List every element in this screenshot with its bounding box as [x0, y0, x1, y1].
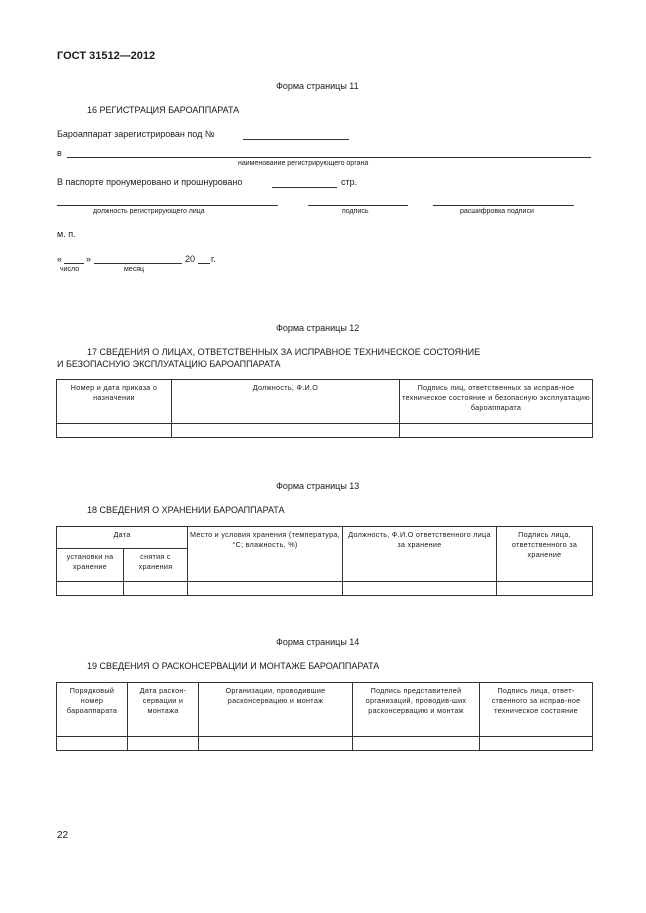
table-cell[interactable] [57, 582, 124, 596]
table-cell[interactable] [172, 424, 400, 438]
page-number: 22 [57, 830, 69, 841]
pages-suffix: стр. [341, 177, 358, 187]
organ-caption: наименование регистрирующего органа [238, 160, 369, 167]
table-cell[interactable] [124, 582, 188, 596]
table-cell[interactable] [343, 582, 497, 596]
header-responsible-signature: Подпись лиц, ответственных за исправ-ное техническое состояние и безопасную эксплуатацию бароаппарата [400, 380, 593, 424]
passport-text: В паспорте пронумеровано и прошнуровано [57, 177, 243, 187]
table-row [57, 582, 593, 596]
storage-table [56, 526, 593, 596]
caption-day: число [60, 266, 80, 273]
header-deconservation-date: Дата раскон-сервации и монтажа [128, 683, 199, 737]
table-cell[interactable] [188, 582, 343, 596]
in-prefix: в [57, 148, 62, 158]
header-organizations: Организации, проводившие расконсервацию и монтаж [199, 683, 353, 737]
table-row [57, 424, 593, 438]
table-row [57, 737, 593, 751]
pages-count-line[interactable] [272, 187, 337, 188]
section-18-title: 18 СВЕДЕНИЯ О ХРАНЕНИИ БАРОАППАРАТА [87, 505, 285, 515]
year-prefix: 20 [185, 254, 196, 264]
form-12-label: Форма страницы 12 [276, 323, 360, 333]
month-line[interactable] [94, 263, 182, 264]
header-serial-number: Порядковый номер бароаппарата [57, 683, 128, 737]
header-storage-signature: Подпись лица, ответственного за хранение [497, 527, 593, 582]
table-cell[interactable] [57, 424, 172, 438]
signature-line[interactable] [308, 205, 408, 206]
table-cell[interactable] [497, 582, 593, 596]
table-cell[interactable] [480, 737, 593, 751]
deconservation-table [56, 682, 593, 751]
table-cell[interactable] [353, 737, 480, 751]
header-order-number: Номер и дата приказа о назначении [57, 380, 172, 424]
header-responsible-position: Должность, Ф.И.О ответственного лица за хранение [343, 527, 497, 582]
year-line[interactable] [198, 263, 210, 264]
section-19-title: 19 СВЕДЕНИЯ О РАСКОНСЕРВАЦИИ И МОНТАЖЕ БАРОАППАРАТА [87, 661, 380, 671]
quote-close: » [86, 254, 92, 264]
section-17-title-line1: 17 СВЕДЕНИЯ О ЛИЦАХ, ОТВЕТСТВЕННЫХ ЗА ИСПРАВНОЕ ТЕХНИЧЕСКОЕ СОСТОЯНИЕ [87, 347, 481, 357]
header-responsible-signature: Подпись лица, ответ-ственного за исправ-ное техническое состояние [480, 683, 593, 737]
responsible-persons-table [56, 379, 593, 438]
table-cell[interactable] [57, 737, 128, 751]
form-11-label: Форма страницы 11 [276, 81, 359, 91]
caption-month: месяц [124, 266, 145, 273]
table-cell[interactable] [199, 737, 353, 751]
header-storage-place: Место и условия хранения (температура, °С; влажность, %) [188, 527, 343, 582]
stamp-place: м. п. [57, 229, 76, 239]
form-14-label: Форма страницы 14 [276, 637, 360, 647]
caption-signature: подпись [342, 208, 369, 215]
table-cell[interactable] [128, 737, 199, 751]
header-remove-date: снятия с хранения [124, 549, 188, 582]
header-representatives-signature: Подпись представителей организаций, проводив-ших расконсервацию и монтаж [353, 683, 480, 737]
day-line[interactable] [64, 263, 84, 264]
registration-number-line[interactable] [243, 139, 349, 140]
header-install-date: установки на хранение [57, 549, 124, 582]
section-17-title-line2: И БЕЗОПАСНУЮ ЭКСПЛУАТАЦИЮ БАРОАППАРАТА [57, 359, 281, 369]
organ-name-line[interactable] [67, 157, 591, 158]
year-suffix: г. [211, 254, 216, 264]
decoding-line[interactable] [433, 205, 574, 206]
caption-position: должность регистрирующего лица [93, 208, 205, 215]
quote-open: « [57, 254, 63, 264]
form-13-label: Форма страницы 13 [276, 481, 360, 491]
caption-decoding: расшифровка подписи [460, 208, 534, 215]
section-16-title: 16 РЕГИСТРАЦИЯ БАРОАППАРАТА [87, 105, 240, 115]
table-cell[interactable] [400, 424, 593, 438]
header-position-name: Должность, Ф.И.О [172, 380, 400, 424]
header-date: Дата [57, 527, 188, 549]
document-standard: ГОСТ 31512—2012 [57, 50, 156, 62]
registered-text: Бароаппарат зарегистрирован под № [57, 129, 215, 139]
position-line[interactable] [57, 205, 278, 206]
